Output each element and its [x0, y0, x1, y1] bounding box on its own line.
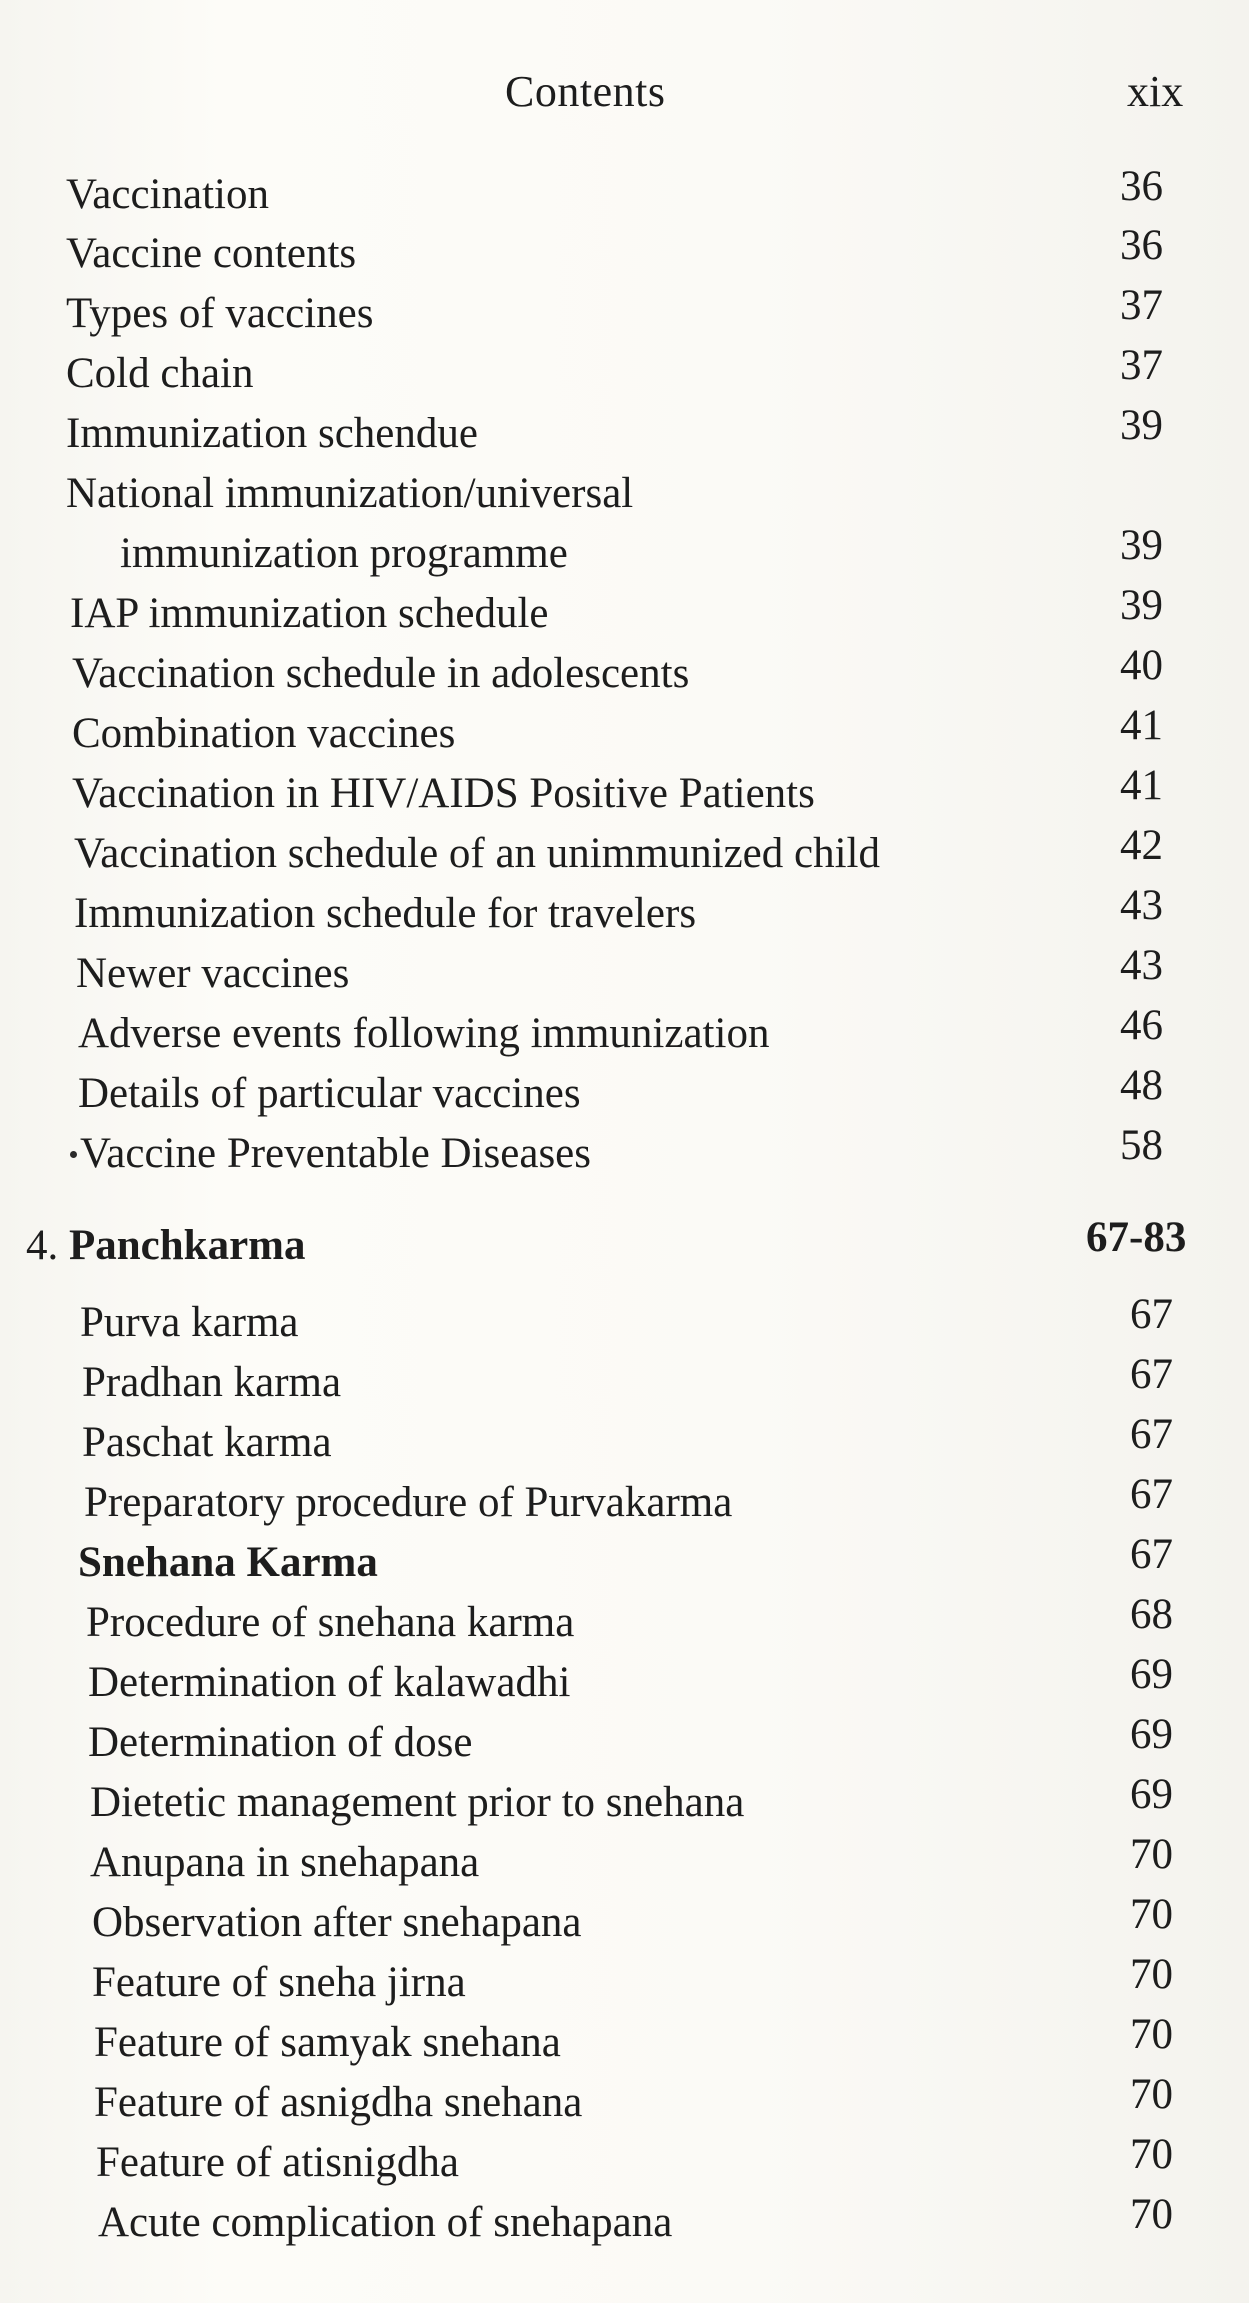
page-header-title: Contents: [505, 67, 666, 116]
toc-page-cold-chain: 37: [1120, 342, 1163, 389]
toc-page-atisnigdha: 70: [1130, 2131, 1173, 2178]
toc-entry-unimmunized-child: Vaccination schedule of an unimmunized child: [74, 830, 880, 877]
toc-page-snehana-karma: 67: [1130, 1531, 1173, 1578]
toc-page-travelers: 43: [1120, 882, 1163, 929]
toc-entry-newer-vaccines: Newer vaccines: [76, 950, 350, 997]
toc-page-adolescents: 40: [1120, 642, 1163, 689]
toc-entry-immunization-programme: immunization programme: [120, 530, 568, 577]
toc-entry-procedure-snehana: Procedure of snehana karma: [86, 1599, 575, 1646]
toc-page-types-of-vaccines: 37: [1120, 282, 1163, 329]
toc-entry-iap-schedule: IAP immunization schedule: [70, 590, 549, 637]
toc-entry-adverse-events: Adverse events following immunization: [78, 1010, 770, 1057]
toc-entry-dietetic-management: Dietetic management prior to snehana: [90, 1779, 745, 1826]
toc-page-vaccination: 36: [1120, 163, 1163, 210]
chapter-number: 4.: [26, 1222, 69, 1269]
toc-entry-travelers: Immunization schedule for travelers: [74, 890, 697, 937]
toc-page-immunization-schedule: 39: [1120, 402, 1163, 449]
toc-entry-vaccination: Vaccination: [66, 171, 269, 218]
toc-entry-anupana: Anupana in snehapana: [90, 1839, 480, 1886]
toc-entry-sneha-jirna: Feature of sneha jirna: [92, 1959, 466, 2006]
toc-entry-vaccine-contents: Vaccine contents: [66, 230, 357, 277]
toc-entry-types-of-vaccines: Types of vaccines: [66, 290, 374, 337]
toc-page-preventable-diseases: 58: [1120, 1122, 1163, 1169]
toc-page-sneha-jirna: 70: [1130, 1951, 1173, 1998]
toc-page-paschat-karma: 67: [1130, 1411, 1173, 1458]
toc-entry-purva-karma: Purva karma: [80, 1299, 299, 1346]
toc-page-particular-vaccines: 48: [1120, 1062, 1163, 1109]
toc-entry-particular-vaccines: Details of particular vaccines: [78, 1070, 581, 1117]
toc-entry-preparatory-procedure: Preparatory procedure of Purvakarma: [84, 1479, 733, 1526]
toc-entry-hiv-aids: Vaccination in HIV/AIDS Positive Patients: [72, 770, 815, 817]
toc-page-dietetic-management: 69: [1130, 1771, 1173, 1818]
toc-entry-acute-complication: Acute complication of snehapana: [98, 2199, 673, 2246]
chapter-title: Panchkarma: [69, 1222, 306, 1269]
stray-dot-mark: [70, 1151, 77, 1158]
toc-page-combination-vaccines: 41: [1120, 702, 1163, 749]
toc-page-iap-schedule: 39: [1120, 582, 1163, 629]
toc-entry-combination-vaccines: Combination vaccines: [72, 710, 456, 757]
toc-page-purva-karma: 67: [1130, 1291, 1173, 1338]
toc-page-adverse-events: 46: [1120, 1002, 1163, 1049]
toc-entry-asnigdha-snehana: Feature of asnigdha snehana: [94, 2079, 583, 2126]
toc-entry-pradhan-karma: Pradhan karma: [82, 1359, 342, 1406]
toc-page-kalawadhi: 69: [1130, 1651, 1173, 1698]
toc-entry-national-immunization: National immunization/universal: [66, 470, 634, 517]
toc-entry-kalawadhi: Determination of kalawadhi: [88, 1659, 571, 1706]
toc-page-unimmunized-child: 42: [1120, 822, 1163, 869]
toc-entry-observation: Observation after snehapana: [92, 1899, 582, 1946]
toc-page-anupana: 70: [1130, 1831, 1173, 1878]
toc-page-asnigdha-snehana: 70: [1130, 2071, 1173, 2118]
toc-entry-paschat-karma: Paschat karma: [82, 1419, 332, 1466]
toc-page-vaccine-contents: 36: [1120, 222, 1163, 269]
toc-page-pradhan-karma: 67: [1130, 1351, 1173, 1398]
toc-entry-immunization-schedule: Immunization schendue: [66, 410, 478, 457]
toc-page-acute-complication: 70: [1130, 2191, 1173, 2238]
toc-page-observation: 70: [1130, 1891, 1173, 1938]
toc-page-panchkarma: 67-83: [1086, 1214, 1187, 1261]
toc-page-dose: 69: [1130, 1711, 1173, 1758]
toc-page-hiv-aids: 41: [1120, 762, 1163, 809]
toc-page-procedure-snehana: 68: [1130, 1591, 1173, 1638]
toc-section-snehana-karma: Snehana Karma: [78, 1539, 378, 1586]
page-header-number: xix: [1127, 67, 1184, 116]
toc-entry-cold-chain: Cold chain: [66, 350, 254, 397]
toc-page-immunization-programme: 39: [1120, 522, 1163, 569]
toc-page-samyak-snehana: 70: [1130, 2011, 1173, 2058]
toc-page-newer-vaccines: 43: [1120, 942, 1163, 989]
toc-entry-adolescents: Vaccination schedule in adolescents: [72, 650, 690, 697]
toc-page-preparatory-procedure: 67: [1130, 1471, 1173, 1518]
toc-entry-atisnigdha: Feature of atisnigdha: [96, 2139, 460, 2186]
toc-chapter-panchkarma: [26, 1221, 306, 1270]
toc-entry-preventable-diseases: Vaccine Preventable Diseases: [80, 1130, 592, 1177]
toc-entry-samyak-snehana: Feature of samyak snehana: [94, 2019, 561, 2066]
toc-entry-dose: Determination of dose: [88, 1719, 473, 1766]
